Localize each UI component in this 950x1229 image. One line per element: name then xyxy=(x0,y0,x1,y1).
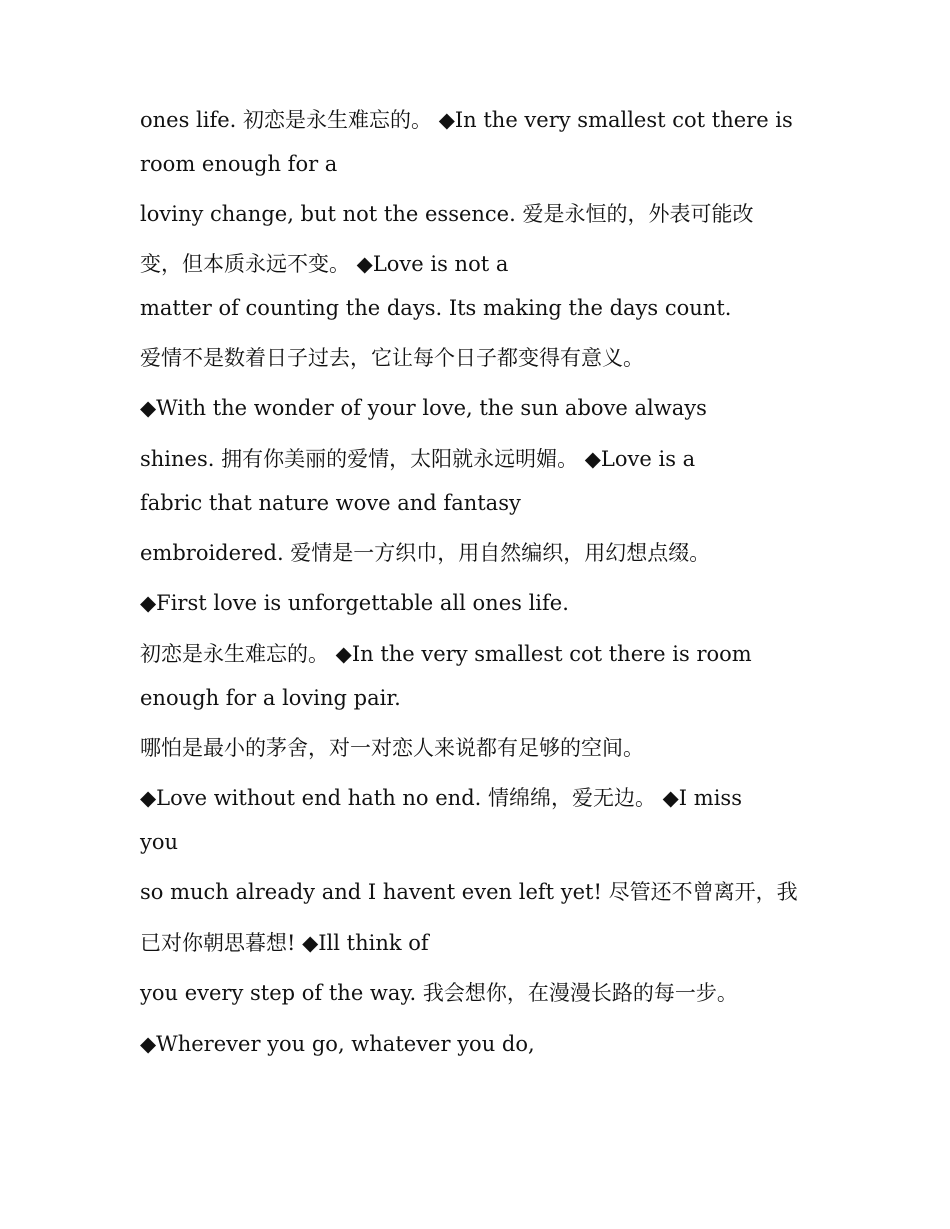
text-line: ones life. 初恋是永生难忘的。 ◆In the very smallest cot there is xyxy=(140,108,793,132)
text-line: enough for a loving pair. xyxy=(140,686,401,710)
text-line: ◆First love is unforgettable all ones life. xyxy=(140,591,569,615)
text-line: loviny change, but not the essence. 爱是永恒的，外表可能改 xyxy=(140,202,754,226)
text-line: 爱情不是数着日子过去，它让每个日子都变得有意义。 xyxy=(140,346,644,370)
text-line: ◆With the wonder of your love, the sun above always xyxy=(140,396,707,420)
text-line: you xyxy=(140,830,179,854)
text-line: so much already and I havent even left yet! 尽管还不曾离开，我 xyxy=(140,880,798,904)
text-line: ◆Love without end hath no end. 情绵绵，爱无边。 ◆I miss xyxy=(140,786,742,810)
text-line: 变，但本质永远不变。 ◆Love is not a xyxy=(140,252,509,276)
text-line: fabric that nature wove and fantasy xyxy=(140,491,521,515)
text-line: 哪怕是最小的茅舍，对一对恋人来说都有足够的空间。 xyxy=(140,736,644,760)
text-line: shines. 拥有你美丽的爱情，太阳就永远明媚。 ◆Love is a xyxy=(140,447,696,471)
text-line: ◆Wherever you go, whatever you do, xyxy=(140,1032,535,1056)
text-line: matter of counting the days. Its making the days count. xyxy=(140,296,732,320)
text-line: room enough for a xyxy=(140,152,338,176)
text-line: you every step of the way. 我会想你，在漫漫长路的每一步。 xyxy=(140,981,738,1005)
text-line: 已对你朝思暮想! ◆Ill think of xyxy=(140,931,429,955)
text-line: embroidered. 爱情是一方织巾，用自然编织，用幻想点缀。 xyxy=(140,541,711,565)
text-line: 初恋是永生难忘的。 ◆In the very smallest cot there is room xyxy=(140,642,752,666)
